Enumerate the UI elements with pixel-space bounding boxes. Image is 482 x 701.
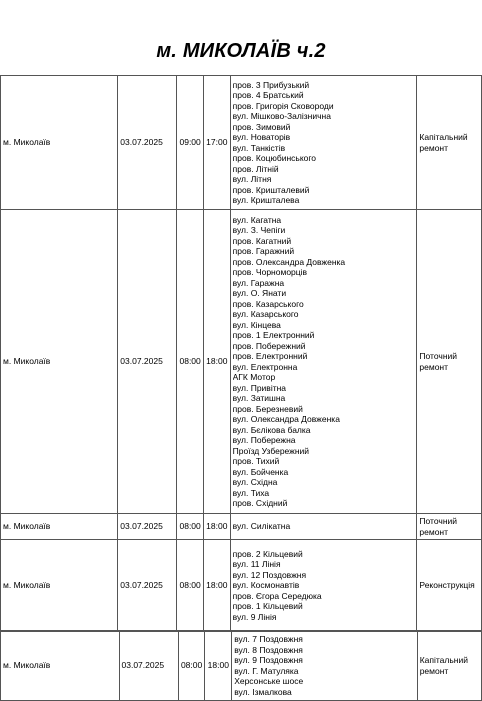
street-item: пров. 4 Братський (232, 90, 304, 100)
street-item: вул. Космонавтів (232, 580, 300, 591)
table-row (1, 76, 482, 210)
street-item: пров. Зимовий (232, 121, 291, 132)
schedule-table-continued (0, 630, 482, 701)
street-item: пров. Григорія Сковороди (232, 100, 334, 111)
city-cell: м. Миколаїв (1, 514, 118, 540)
street-item: вул. Ізмалкова (234, 686, 292, 697)
street-item: вул. 7 Поздовжня (234, 634, 303, 644)
start-time-cell: 08:00 (177, 514, 204, 540)
street-item: вул. Літня (232, 174, 272, 184)
street-item: вул. Побережна (232, 435, 296, 445)
street-item: пров. Гаражний (232, 246, 295, 256)
street-item: вул. Танкістів (232, 142, 286, 153)
streets-cell (232, 631, 418, 701)
street-item: пров. 1 Кільцевий (232, 601, 303, 612)
end-time-cell: 17:00 (203, 76, 230, 210)
street-item: Херсонське шосе (234, 676, 304, 686)
street-item: пров. Електронний (232, 351, 308, 361)
streets-cell (230, 76, 417, 210)
street-item: вул. Привітна (232, 382, 287, 393)
schedule-table (0, 75, 482, 632)
street-item: пров. Чорноморців (232, 267, 308, 277)
end-time-cell: 18:00 (203, 210, 230, 514)
end-time-cell: 18:00 (203, 514, 230, 540)
street-item: пров. 3 Прибузький (232, 79, 310, 90)
street-item: пров. Літній (232, 163, 279, 174)
work-type-cell: Поточний ремонт (417, 210, 482, 514)
city-cell: м. Миколаїв (1, 210, 118, 514)
streets-cell (230, 540, 417, 632)
street-item: вул. 9 Лінія (232, 611, 277, 622)
street-item: вул. З. Чепіги (232, 225, 286, 235)
street-item: вул. О. Янати (232, 288, 287, 298)
street-item: пров. Кришталевий (232, 184, 310, 195)
street-item: вул. 9 Поздовжня (234, 655, 303, 665)
date-cell: 03.07.2025 (119, 631, 178, 701)
city-cell: м. Миколаїв (1, 540, 118, 632)
city-cell: м. Миколаїв (1, 76, 118, 210)
street-item: вул. 8 Поздовжня (234, 644, 303, 655)
street-item: пров. 2 Кільцевий (232, 548, 303, 559)
street-item: пров. Коцюбинського (232, 153, 317, 163)
street-item: вул. Мішково-Залізнична (232, 111, 331, 121)
street-item: пров. 1 Електронний (232, 330, 315, 340)
street-item: вул. Кагатна (232, 214, 282, 225)
street-item: пров. Тихий (232, 456, 280, 466)
street-item: вул. Новаторів (232, 132, 291, 142)
table-row (1, 514, 482, 540)
street-item: пров. Східний (232, 498, 288, 508)
street-item: пров. Олександра Довженка (232, 256, 346, 267)
street-item: вул. Кінцева (232, 319, 281, 330)
street-item: вул. Бєлікова балка (232, 424, 311, 435)
street-item: вул. 12 Поздовжня (232, 569, 307, 580)
street-item: пров. Березневий (232, 403, 303, 414)
street-item: вул. Силікатна (232, 521, 291, 532)
end-time-cell: 18:00 (205, 631, 232, 701)
work-type-cell: Поточний ремонт (417, 514, 482, 540)
start-time-cell: 09:00 (177, 76, 204, 210)
start-time-cell: 08:00 (177, 540, 204, 632)
street-item: Проїзд Узбережний (232, 445, 310, 456)
street-item: вул. Гаражна (232, 277, 285, 288)
city-cell: м. Миколаїв (1, 631, 120, 701)
work-type-cell: Капітальний ремонт (417, 631, 481, 701)
street-item: вул. Тиха (232, 487, 270, 498)
street-item: вул. 11 Лінія (232, 559, 281, 570)
street-item: вул. Затишна (232, 393, 286, 403)
streets-cell (230, 514, 417, 540)
street-item: пров. Кагатний (232, 235, 292, 246)
street-item: вул. Казарського (232, 309, 299, 319)
street-item: вул. Східна (232, 477, 278, 487)
table-row (1, 631, 482, 701)
work-type-cell: Реконструкція (417, 540, 482, 632)
street-item: вул. Олександра Довженка (232, 414, 340, 424)
table-row (1, 210, 482, 514)
streets-cell (230, 210, 417, 514)
date-cell: 03.07.2025 (118, 514, 177, 540)
start-time-cell: 08:00 (177, 210, 204, 514)
start-time-cell: 08:00 (178, 631, 205, 701)
table-row (1, 540, 482, 632)
street-item: вул. Бойченка (232, 466, 289, 477)
date-cell: 03.07.2025 (118, 76, 177, 210)
street-item: вул. Кришталева (232, 195, 300, 205)
street-item: пров. Побережний (232, 340, 306, 351)
street-item: пров. Казарського (232, 298, 304, 309)
end-time-cell: 18:00 (203, 540, 230, 632)
date-cell: 03.07.2025 (118, 210, 177, 514)
street-item: АГК Мотор (232, 372, 276, 382)
page-title: м. МИКОЛАЇВ ч.2 (156, 40, 326, 62)
street-item: пров. Єгора Середюка (232, 590, 322, 601)
street-item: вул. Електронна (232, 361, 298, 372)
street-item: вул. Г. Матуляка (234, 665, 299, 676)
date-cell: 03.07.2025 (118, 540, 177, 632)
work-type-cell: Капітальний ремонт (417, 76, 482, 210)
